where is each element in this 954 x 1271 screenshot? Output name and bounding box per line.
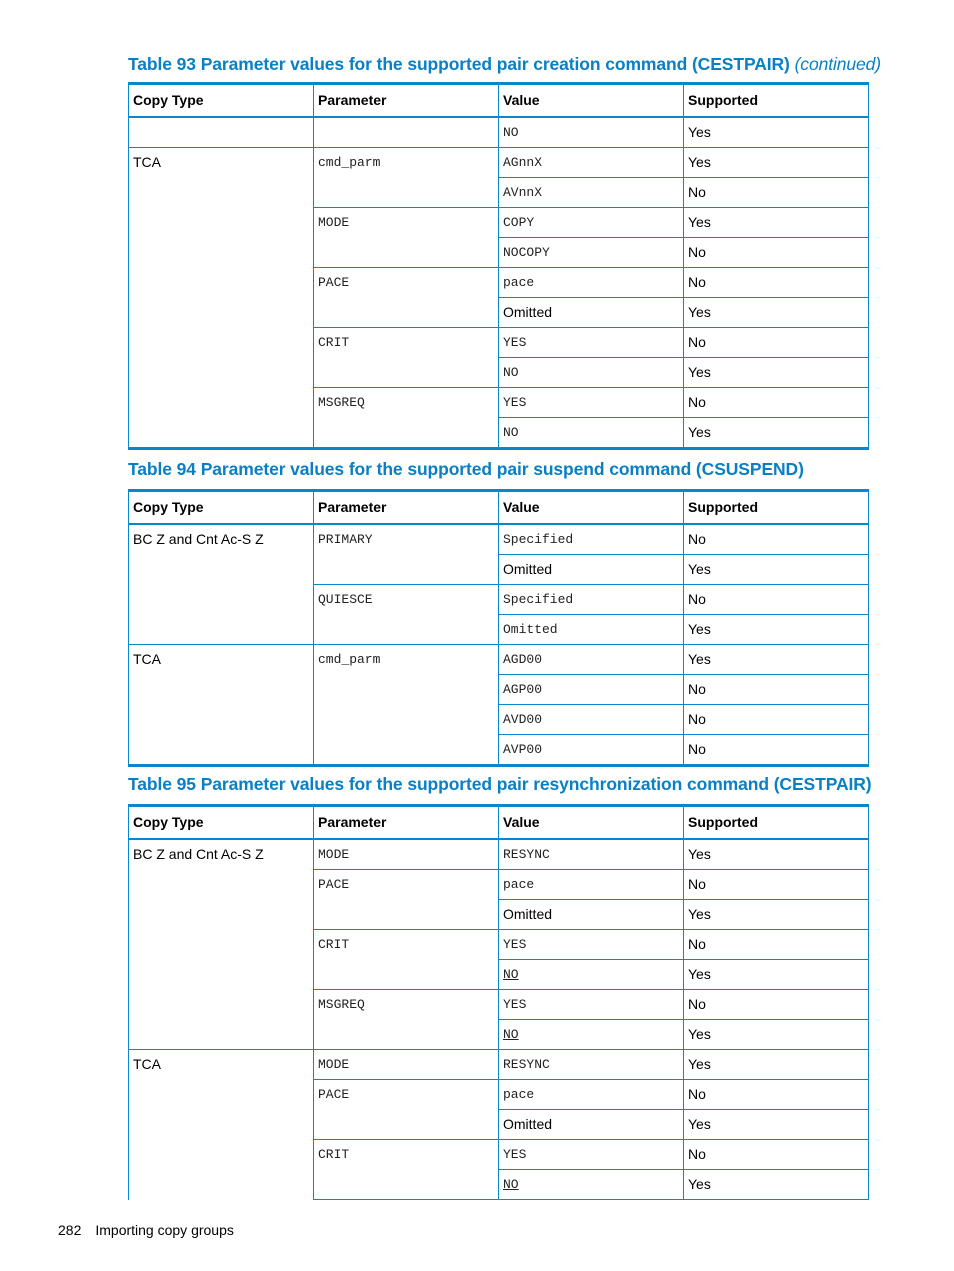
supported-cell: No xyxy=(684,705,869,735)
supported-cell: Yes xyxy=(684,555,869,585)
value-cell: Omitted xyxy=(499,615,684,645)
supported-cell: No xyxy=(684,524,869,555)
value-cell: Specified xyxy=(499,524,684,555)
section-title: Importing copy groups xyxy=(95,1222,234,1238)
supported-cell: Yes xyxy=(684,117,869,148)
value-cell: NO xyxy=(499,1020,684,1050)
supported-cell: No xyxy=(684,268,869,298)
value-cell: NO xyxy=(499,960,684,990)
parameter-cell: cmd_parm xyxy=(314,645,499,766)
supported-cell: No xyxy=(684,238,869,268)
parameter-cell: QUIESCE xyxy=(314,585,499,645)
value-cell: YES xyxy=(499,990,684,1020)
table-94-title: Table 94 Parameter values for the supported pair suspend command (CSUSPEND) xyxy=(128,459,804,479)
column-header-value: Value xyxy=(499,491,684,525)
value-cell: YES xyxy=(499,328,684,358)
supported-cell: No xyxy=(684,735,869,766)
value-cell: AGP00 xyxy=(499,675,684,705)
value-cell: AGnnX xyxy=(499,148,684,178)
column-header-value: Value xyxy=(499,84,684,118)
supported-cell: Yes xyxy=(684,615,869,645)
parameter-cell: CRIT xyxy=(314,328,499,388)
supported-cell: Yes xyxy=(684,208,869,238)
supported-cell: Yes xyxy=(684,1050,869,1080)
table-row xyxy=(129,148,869,178)
supported-cell: Yes xyxy=(684,148,869,178)
table-95-title: Table 95 Parameter values for the supported pair resynchronization command (CESTPAIR) xyxy=(128,774,872,794)
parameter-cell: PACE xyxy=(314,1080,499,1140)
parameter-cell: MODE xyxy=(314,1050,499,1080)
column-header-parameter: Parameter xyxy=(314,84,499,118)
column-header-copy-type: Copy Type xyxy=(129,84,314,118)
table-93-title: Table 93 Parameter values for the supported pair creation command (CESTPAIR) (continued) xyxy=(128,54,882,74)
value-cell: Omitted xyxy=(499,1110,684,1140)
value-cell: Omitted xyxy=(499,900,684,930)
table-row xyxy=(129,645,869,675)
table-header-row xyxy=(129,806,869,840)
column-header-copy-type: Copy Type xyxy=(129,806,314,840)
column-header-value: Value xyxy=(499,806,684,840)
table-row xyxy=(129,524,869,555)
supported-cell: Yes xyxy=(684,900,869,930)
value-cell: NO xyxy=(499,1170,684,1200)
supported-cell: No xyxy=(684,388,869,418)
column-header-supported: Supported xyxy=(684,491,869,525)
parameter-cell: cmd_parm xyxy=(314,148,499,208)
supported-cell: Yes xyxy=(684,645,869,675)
supported-cell: No xyxy=(684,1080,869,1110)
value-cell: AVD00 xyxy=(499,705,684,735)
supported-cell: No xyxy=(684,870,869,900)
table-row xyxy=(129,1050,869,1080)
table-93 xyxy=(128,82,869,450)
page-footer xyxy=(58,1222,248,1238)
value-cell: COPY xyxy=(499,208,684,238)
parameter-cell: PACE xyxy=(314,870,499,930)
value-cell: NO xyxy=(499,358,684,388)
table-94 xyxy=(128,489,869,767)
supported-cell: No xyxy=(684,178,869,208)
continued-label: (continued) xyxy=(794,54,882,74)
value-cell: YES xyxy=(499,1140,684,1170)
supported-cell: No xyxy=(684,1140,869,1170)
value-cell: Omitted xyxy=(499,298,684,328)
table-row xyxy=(129,839,869,870)
value-cell: YES xyxy=(499,930,684,960)
value-cell: pace xyxy=(499,268,684,298)
value-cell: Omitted xyxy=(499,555,684,585)
parameter-cell: PRIMARY xyxy=(314,524,499,585)
copy-type-cell: TCA xyxy=(129,1050,314,1200)
copy-type-cell xyxy=(129,117,314,148)
value-cell: RESYNC xyxy=(499,1050,684,1080)
parameter-cell: CRIT xyxy=(314,1140,499,1200)
value-cell: Specified xyxy=(499,585,684,615)
supported-cell: No xyxy=(684,585,869,615)
supported-cell: Yes xyxy=(684,358,869,388)
supported-cell: No xyxy=(684,675,869,705)
column-header-parameter: Parameter xyxy=(314,491,499,525)
parameter-cell: MSGREQ xyxy=(314,388,499,449)
column-header-supported: Supported xyxy=(684,806,869,840)
value-cell: AVnnX xyxy=(499,178,684,208)
supported-cell: Yes xyxy=(684,839,869,870)
column-header-supported: Supported xyxy=(684,84,869,118)
supported-cell: No xyxy=(684,930,869,960)
parameter-cell: MODE xyxy=(314,839,499,870)
copy-type-cell: BC Z and Cnt Ac-S Z xyxy=(129,839,314,1050)
table-header-row xyxy=(129,491,869,525)
table-95 xyxy=(128,804,869,1200)
copy-type-cell: TCA xyxy=(129,645,314,766)
parameter-cell: MODE xyxy=(314,208,499,268)
supported-cell: Yes xyxy=(684,1020,869,1050)
supported-cell: No xyxy=(684,990,869,1020)
value-cell: NO xyxy=(499,418,684,449)
column-header-parameter: Parameter xyxy=(314,806,499,840)
parameter-cell: MSGREQ xyxy=(314,990,499,1050)
value-cell: AVP00 xyxy=(499,735,684,766)
table-header-row xyxy=(129,84,869,118)
copy-type-cell: BC Z and Cnt Ac-S Z xyxy=(129,524,314,645)
copy-type-cell: TCA xyxy=(129,148,314,449)
value-cell: NOCOPY xyxy=(499,238,684,268)
supported-cell: Yes xyxy=(684,1170,869,1200)
parameter-cell: CRIT xyxy=(314,930,499,990)
value-cell: YES xyxy=(499,388,684,418)
supported-cell: No xyxy=(684,328,869,358)
parameter-cell xyxy=(314,117,499,148)
value-cell: AGD00 xyxy=(499,645,684,675)
supported-cell: Yes xyxy=(684,1110,869,1140)
supported-cell: Yes xyxy=(684,960,869,990)
column-header-copy-type: Copy Type xyxy=(129,491,314,525)
value-cell: pace xyxy=(499,870,684,900)
parameter-cell: PACE xyxy=(314,268,499,328)
value-cell: RESYNC xyxy=(499,839,684,870)
supported-cell: Yes xyxy=(684,418,869,449)
supported-cell: Yes xyxy=(684,298,869,328)
value-cell: pace xyxy=(499,1080,684,1110)
table-row xyxy=(129,117,869,148)
value-cell: NO xyxy=(499,117,684,148)
page-number: 282 xyxy=(58,1222,82,1238)
